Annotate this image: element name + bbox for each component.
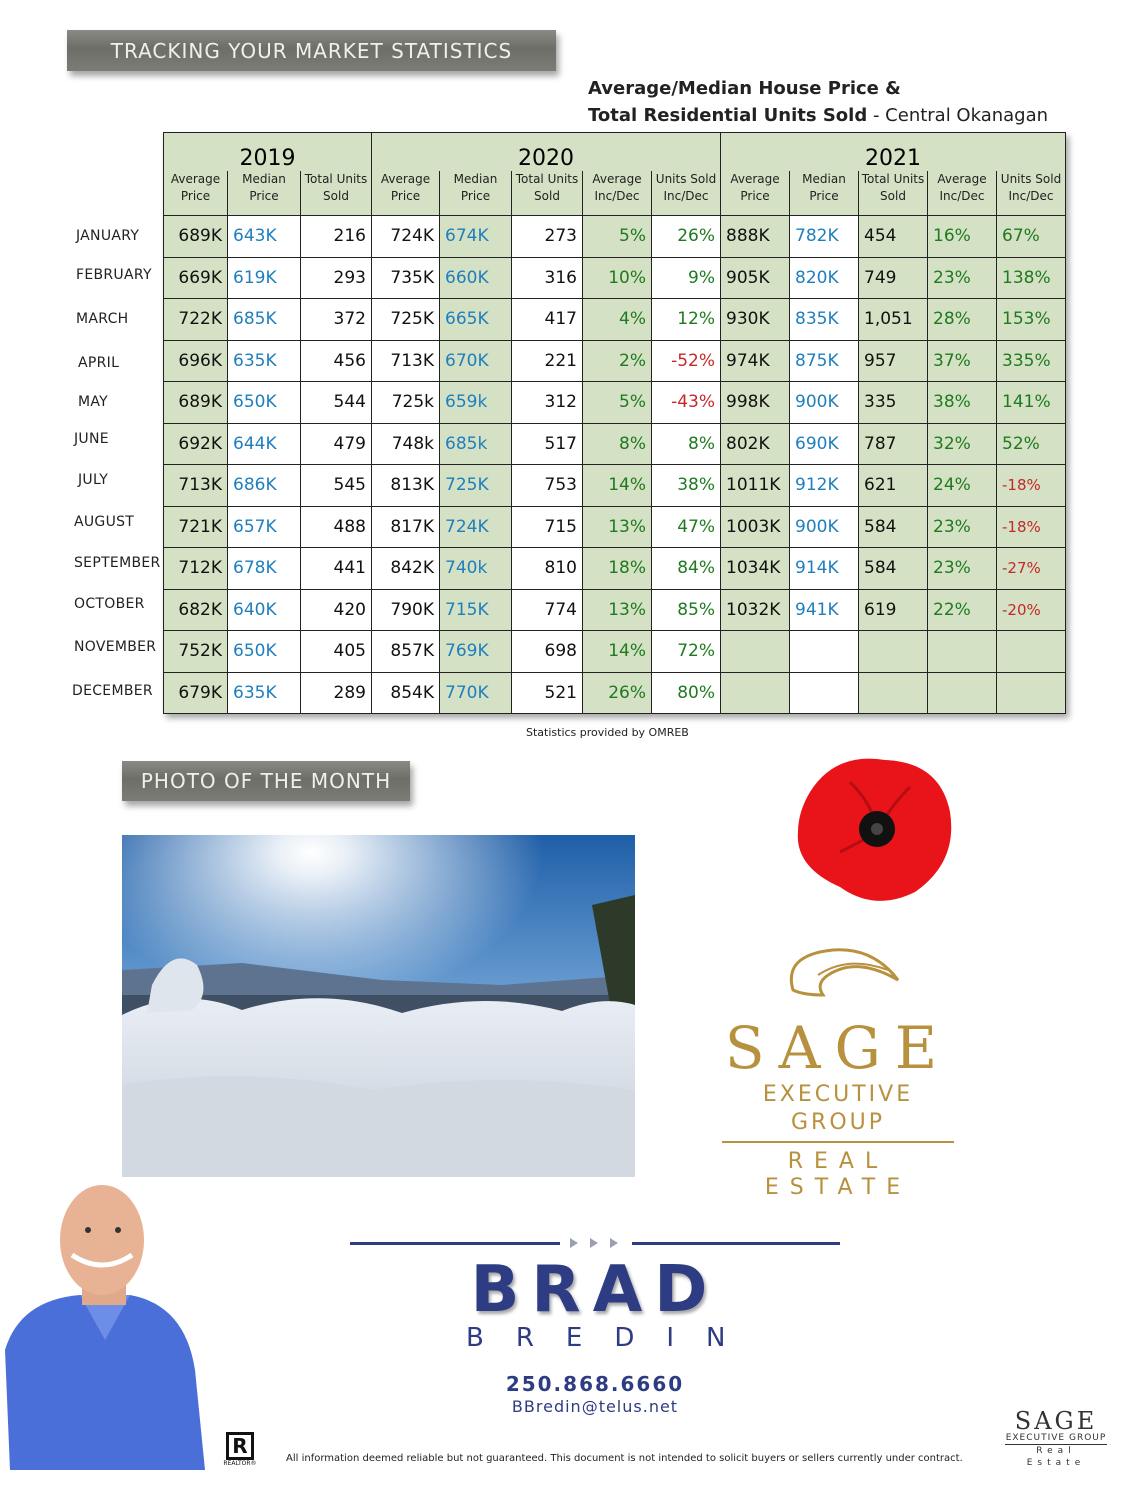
table-row — [164, 672, 1066, 714]
table-cell: 769K — [440, 631, 512, 673]
table-cell: 13% — [583, 589, 652, 631]
column-header-line-2: Inc/Dec — [594, 188, 640, 203]
table-cell — [859, 672, 928, 714]
table-cell — [790, 672, 859, 714]
sage-small-exec: EXECUTIVE GROUP — [1005, 1433, 1107, 1443]
table-row — [164, 465, 1066, 507]
table-cell: 635K — [228, 672, 301, 714]
table-cell: 657K — [228, 506, 301, 548]
stats-banner — [67, 30, 556, 71]
column-header-line-1: Average — [937, 171, 987, 186]
table-cell: 914K — [790, 548, 859, 590]
table-cell — [721, 672, 790, 714]
month-label: NOVEMBER — [74, 639, 157, 655]
table-cell: 998K — [721, 382, 790, 424]
table-cell: 689K — [164, 382, 228, 424]
table-cell: 8% — [652, 423, 721, 465]
column-header-avg — [164, 171, 228, 216]
table-cell: 782K — [790, 216, 859, 258]
table-cell: 686K — [228, 465, 301, 507]
year-2021-header: 2021 — [721, 133, 1066, 171]
column-header-line-1: Units Sold — [1000, 171, 1062, 186]
table-cell — [928, 672, 997, 714]
column-header-line-1: Units Sold — [655, 171, 717, 186]
table-cell: 38% — [928, 382, 997, 424]
table-cell: 289 — [301, 672, 372, 714]
table-cell: 13% — [583, 506, 652, 548]
month-label: APRIL — [78, 355, 120, 371]
photo-of-the-month — [122, 835, 635, 1177]
column-header-med — [440, 171, 512, 216]
table-cell: 417 — [512, 299, 583, 341]
column-header-line-2: Inc/Dec — [663, 188, 709, 203]
table-cell: 216 — [301, 216, 372, 258]
table-cell: 713K — [372, 340, 440, 382]
column-header-line-2: Price — [460, 188, 491, 203]
table-cell: 643K — [228, 216, 301, 258]
table-cell: 335% — [997, 340, 1066, 382]
agent-photo — [0, 1180, 210, 1470]
table-cell: 735K — [372, 257, 440, 299]
table-cell: 84% — [652, 548, 721, 590]
table-cell: 24% — [928, 465, 997, 507]
table-cell — [721, 631, 790, 673]
month-label: MARCH — [76, 311, 129, 327]
heading-title: Total Residential Units Sold — [588, 105, 868, 126]
table-cell: 316 — [512, 257, 583, 299]
table-cell: 85% — [652, 589, 721, 631]
table-cell: 715K — [440, 589, 512, 631]
month-label: MAY — [78, 394, 109, 410]
table-cell: 900K — [790, 506, 859, 548]
table-cell: -20% — [997, 589, 1066, 631]
column-header-units — [512, 171, 583, 216]
table-cell: 835K — [790, 299, 859, 341]
sage-leaf-icon — [763, 935, 913, 1005]
table-cell: 335 — [859, 382, 928, 424]
column-header-line-2: Sold — [323, 188, 349, 203]
poppy-icon — [790, 752, 958, 908]
column-header-line-1: Total Units — [304, 171, 368, 186]
sage-small-logo — [1005, 1395, 1107, 1469]
table-cell: 38% — [652, 465, 721, 507]
table-cell — [997, 672, 1066, 714]
table-cell: 619K — [228, 257, 301, 299]
table-cell: 660K — [440, 257, 512, 299]
column-header-line-2: Inc/Dec — [1008, 188, 1054, 203]
table-cell: 774 — [512, 589, 583, 631]
table-cell: 32% — [928, 423, 997, 465]
table-cell: 420 — [301, 589, 372, 631]
heading-line-1: Average/Median House Price & — [588, 78, 901, 99]
table-cell: 9% — [652, 257, 721, 299]
table-row — [164, 257, 1066, 299]
table-row — [164, 216, 1066, 258]
table-cell: 312 — [512, 382, 583, 424]
table-row — [164, 506, 1066, 548]
table-cell: 810 — [512, 548, 583, 590]
sage-logo — [722, 935, 954, 1201]
column-header-line-2: Inc/Dec — [939, 188, 985, 203]
table-cell: 888K — [721, 216, 790, 258]
column-header-line-2: Price — [809, 188, 839, 203]
table-cell: 787 — [859, 423, 928, 465]
table-cell: 905K — [721, 257, 790, 299]
table-row — [164, 299, 1066, 341]
table-cell: 740k — [440, 548, 512, 590]
table-cell — [997, 631, 1066, 673]
table-cell: 26% — [652, 216, 721, 258]
table-cell: 72% — [652, 631, 721, 673]
table-cell: 957 — [859, 340, 928, 382]
table-cell: 912K — [790, 465, 859, 507]
table-cell: 900K — [790, 382, 859, 424]
month-label: AUGUST — [74, 514, 135, 530]
table-cell: 725K — [440, 465, 512, 507]
table-cell: 141% — [997, 382, 1066, 424]
month-label: JUNE — [74, 431, 109, 447]
table-cell: 635K — [228, 340, 301, 382]
table-cell: 619 — [859, 589, 928, 631]
agent-last-name: BREDIN — [466, 1323, 758, 1353]
column-header-line-2: Price — [180, 188, 211, 203]
heading-line-2 — [588, 102, 1048, 129]
column-header-line-1: Average — [592, 171, 642, 186]
table-cell: 842K — [372, 548, 440, 590]
table-cell: 456 — [301, 340, 372, 382]
month-label: JANUARY — [76, 228, 140, 244]
column-header-row — [164, 171, 1066, 216]
month-label: FEBRUARY — [76, 267, 152, 283]
column-header-line-2: Sold — [534, 188, 560, 203]
table-cell: 650K — [228, 631, 301, 673]
table-cell: 10% — [583, 257, 652, 299]
table-cell: 689K — [164, 216, 228, 258]
month-label: OCTOBER — [74, 596, 145, 612]
table-cell: 18% — [583, 548, 652, 590]
table-cell: 14% — [583, 465, 652, 507]
table-cell: 5% — [583, 216, 652, 258]
table-cell: 372 — [301, 299, 372, 341]
stats-credit: Statistics provided by OMREB — [526, 726, 689, 739]
column-header-line-2: Price — [390, 188, 421, 203]
sage-small-word: SAGE — [1014, 1407, 1098, 1435]
table-cell: 659k — [440, 382, 512, 424]
market-stats-table — [163, 132, 1066, 714]
table-cell: 1034K — [721, 548, 790, 590]
table-cell: 715 — [512, 506, 583, 548]
table-cell: 941K — [790, 589, 859, 631]
table-cell: 37% — [928, 340, 997, 382]
column-header-line-1: Average — [170, 171, 221, 186]
table-cell: 1003K — [721, 506, 790, 548]
column-header-units — [859, 171, 928, 216]
column-header-line-1: Average — [380, 171, 431, 186]
column-header-line-2: Sold — [880, 188, 906, 203]
table-cell: -52% — [652, 340, 721, 382]
table-cell: 725K — [372, 299, 440, 341]
table-cell: 138% — [997, 257, 1066, 299]
table-cell: 584 — [859, 548, 928, 590]
table-cell: 724K — [440, 506, 512, 548]
table-cell: 293 — [301, 257, 372, 299]
table-cell: 22% — [928, 589, 997, 631]
column-header-line-1: Median — [453, 171, 498, 186]
table-heading — [588, 75, 1048, 129]
table-cell: 1032K — [721, 589, 790, 631]
table-cell: 854K — [372, 672, 440, 714]
table-cell: 685k — [440, 423, 512, 465]
table-cell: 221 — [512, 340, 583, 382]
table-cell: 28% — [928, 299, 997, 341]
photo-banner-text: PHOTO OF THE MONTH — [140, 769, 392, 793]
column-header-avg — [372, 171, 440, 216]
month-label: JULY — [78, 472, 109, 488]
table-cell: 790K — [372, 589, 440, 631]
table-cell: 678K — [228, 548, 301, 590]
column-header-med — [790, 171, 859, 216]
sage-real-estate: REAL ESTATE — [764, 1149, 912, 1200]
column-header-avg-inc — [583, 171, 652, 216]
column-header-line-2: Price — [740, 188, 770, 203]
table-cell: 685K — [228, 299, 301, 341]
table-cell: 813K — [372, 465, 440, 507]
table-cell: 441 — [301, 548, 372, 590]
table-cell: 273 — [512, 216, 583, 258]
table-cell: 670K — [440, 340, 512, 382]
year-2019-header: 2019 — [164, 133, 372, 171]
table-row — [164, 631, 1066, 673]
table-cell: 545 — [301, 465, 372, 507]
table-cell: 479 — [301, 423, 372, 465]
realtor-logo — [222, 1432, 258, 1467]
table-cell: 930K — [721, 299, 790, 341]
table-row — [164, 382, 1066, 424]
table-cell: 16% — [928, 216, 997, 258]
table-cell — [790, 631, 859, 673]
table-cell: 621 — [859, 465, 928, 507]
table-cell: 23% — [928, 257, 997, 299]
sage-small-real-estate: Real Estate — [1026, 1446, 1086, 1468]
table-row — [164, 340, 1066, 382]
brad-top-rule — [350, 1233, 840, 1253]
table-cell: 5% — [583, 382, 652, 424]
table-cell: 712K — [164, 548, 228, 590]
column-header-units — [301, 171, 372, 216]
table-cell: 802K — [721, 423, 790, 465]
agent-first-name: BRAD — [470, 1253, 720, 1327]
table-row — [164, 423, 1066, 465]
agent-email: BBredin@telus.net — [511, 1397, 679, 1416]
table-cell: 820K — [790, 257, 859, 299]
sage-word: SAGE — [724, 1014, 952, 1082]
table-cell: 650K — [228, 382, 301, 424]
table-cell: 67% — [997, 216, 1066, 258]
table-cell: 857K — [372, 631, 440, 673]
table-cell: 682K — [164, 589, 228, 631]
table-cell: 724K — [372, 216, 440, 258]
table-body — [164, 216, 1066, 714]
column-header-med — [228, 171, 301, 216]
table-cell: 153% — [997, 299, 1066, 341]
table-cell: 753 — [512, 465, 583, 507]
table-cell: -43% — [652, 382, 721, 424]
table-cell: 722K — [164, 299, 228, 341]
table-row — [164, 589, 1066, 631]
table-cell: 80% — [652, 672, 721, 714]
table-cell: 674K — [440, 216, 512, 258]
column-header-line-2: Price — [249, 188, 279, 203]
table-cell: 454 — [859, 216, 928, 258]
table-cell: 517 — [512, 423, 583, 465]
column-header-line-1: Median — [802, 171, 846, 186]
column-header-line-1: Total Units — [515, 171, 579, 186]
agent-phone: 250.868.6660 — [505, 1372, 685, 1396]
realtor-mark: R — [226, 1432, 254, 1460]
table-cell: 817K — [372, 506, 440, 548]
photo-banner — [122, 761, 410, 801]
table-cell: 690K — [790, 423, 859, 465]
table-cell: 488 — [301, 506, 372, 548]
table-cell: 665K — [440, 299, 512, 341]
table-cell: 1011K — [721, 465, 790, 507]
table-cell: -27% — [997, 548, 1066, 590]
table-cell: 752K — [164, 631, 228, 673]
table-cell — [859, 631, 928, 673]
column-header-line-1: Average — [730, 171, 780, 186]
disclaimer: All information deemed reliable but not guaranteed. This document is not intended to solicit buyers or sellers currently under contract. — [286, 1453, 963, 1464]
column-header-units-inc — [652, 171, 721, 216]
table-cell: 749 — [859, 257, 928, 299]
table-cell: 974K — [721, 340, 790, 382]
table-cell: 713K — [164, 465, 228, 507]
table-cell: 544 — [301, 382, 372, 424]
table-cell: 698 — [512, 631, 583, 673]
table-cell: -18% — [997, 465, 1066, 507]
column-header-line-1: Total Units — [861, 171, 925, 186]
stats-banner-text: TRACKING YOUR MARKET STATISTICS — [110, 38, 513, 63]
month-label: SEPTEMBER — [74, 555, 161, 571]
table-cell: 721K — [164, 506, 228, 548]
table-cell — [928, 631, 997, 673]
table-cell: 725k — [372, 382, 440, 424]
table-cell: 1,051 — [859, 299, 928, 341]
table-cell: 696K — [164, 340, 228, 382]
table-cell: 748k — [372, 423, 440, 465]
table-cell: 521 — [512, 672, 583, 714]
table-cell: 875K — [790, 340, 859, 382]
column-header-line-1: Median — [242, 171, 286, 186]
sage-exec: EXECUTIVE GROUP — [762, 1082, 914, 1135]
table-cell: 23% — [928, 506, 997, 548]
table-cell: 679K — [164, 672, 228, 714]
table-cell: 47% — [652, 506, 721, 548]
table-cell: 405 — [301, 631, 372, 673]
table-cell: 2% — [583, 340, 652, 382]
column-header-avg — [721, 171, 790, 216]
table-cell: 770K — [440, 672, 512, 714]
column-header-avg-inc — [928, 171, 997, 216]
table-cell: 640K — [228, 589, 301, 631]
table-cell: 52% — [997, 423, 1066, 465]
table-cell: 669K — [164, 257, 228, 299]
table-row — [164, 548, 1066, 590]
table-cell: 584 — [859, 506, 928, 548]
realtor-label: REALTOR® — [223, 1460, 257, 1467]
table-cell: 644K — [228, 423, 301, 465]
table-cell: 26% — [583, 672, 652, 714]
heading-region: - Central Okanagan — [867, 105, 1049, 126]
month-label: DECEMBER — [72, 683, 153, 699]
table-cell: 14% — [583, 631, 652, 673]
table-cell: 4% — [583, 299, 652, 341]
year-2020-header: 2020 — [372, 133, 721, 171]
table-cell: 23% — [928, 548, 997, 590]
table-cell: 12% — [652, 299, 721, 341]
table-cell: -18% — [997, 506, 1066, 548]
table-cell: 8% — [583, 423, 652, 465]
column-header-units-inc — [997, 171, 1066, 216]
table-cell: 692K — [164, 423, 228, 465]
